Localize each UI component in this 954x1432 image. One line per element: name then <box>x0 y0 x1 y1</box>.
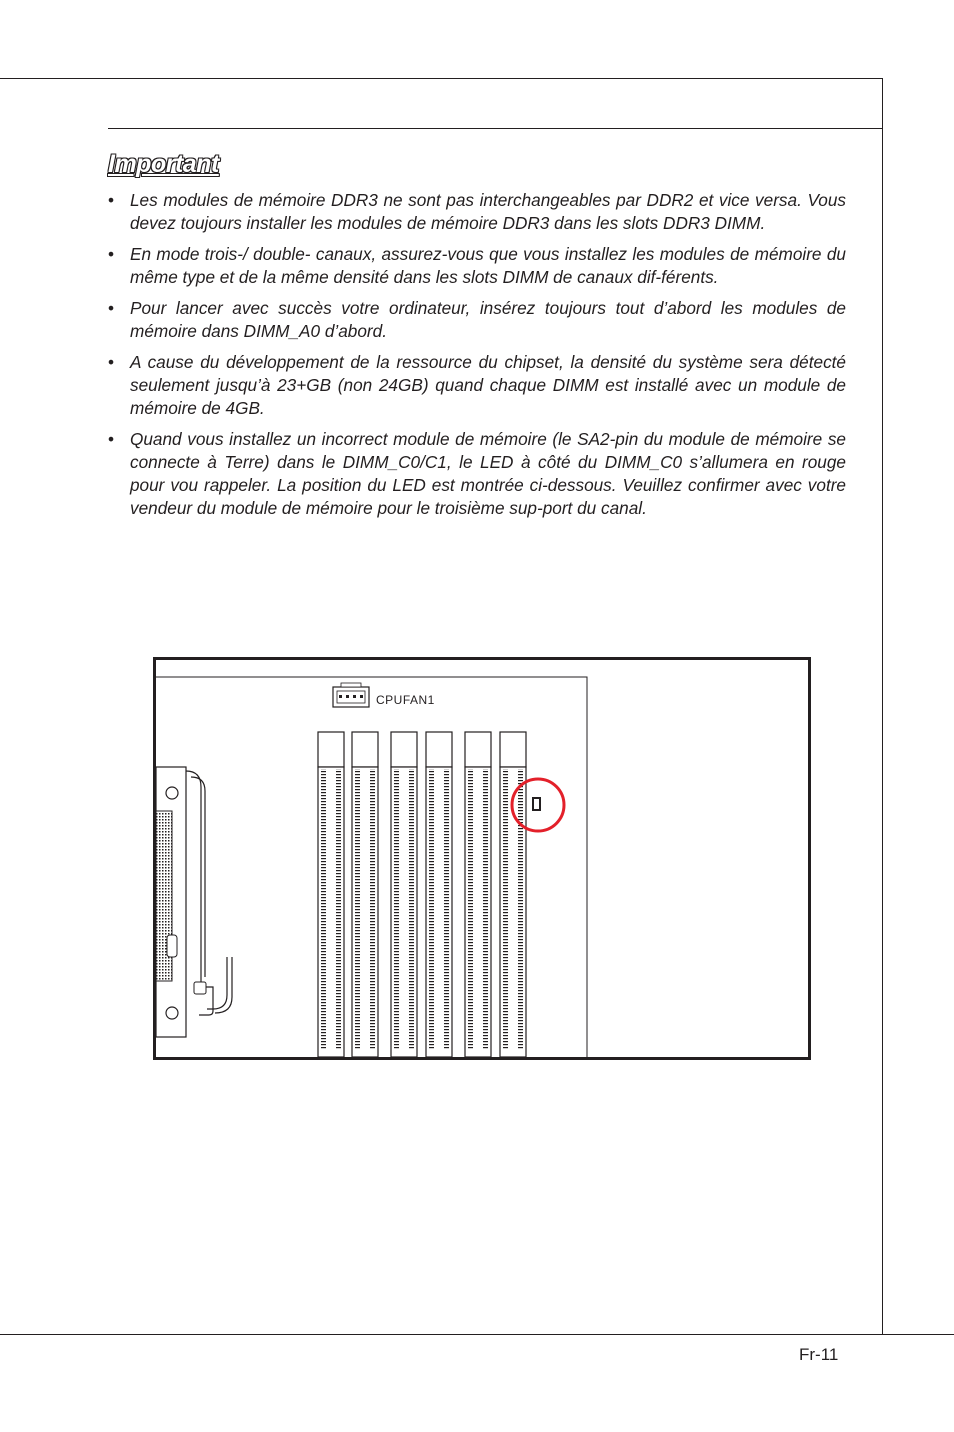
bullet-icon: • <box>108 190 115 210</box>
cpufan-label: CPUFAN1 <box>376 693 435 707</box>
note-item <box>108 189 846 235</box>
header-rule <box>108 128 883 129</box>
note-item <box>108 243 846 289</box>
notes-list <box>108 189 846 528</box>
dimm-slot <box>318 732 344 1057</box>
led-icon <box>533 798 540 810</box>
note-text: Les modules de mémoire DDR3 ne sont pas interchangeables par DDR2 et vice versa. Vous devez toujours installer les modules de mémoire DDR3 dans les slots DDR3 DIMM. <box>130 190 846 233</box>
dimm-slot <box>426 732 452 1057</box>
bullet-icon: • <box>108 429 115 449</box>
bottom-rule <box>0 1334 954 1335</box>
note-item <box>108 351 846 420</box>
motherboard-diagram <box>153 657 811 1060</box>
page-number: Fr-11 <box>799 1345 839 1364</box>
dimm-slot <box>352 732 378 1057</box>
note-text: Pour lancer avec succès votre ordinateur, insérez toujours tout d’abord les modules de mémoire dans DIMM_A0 d’abord. <box>130 298 846 341</box>
note-item <box>108 297 846 343</box>
bullet-icon: • <box>108 352 115 372</box>
note-text: Quand vous installez un incorrect module de mémoire (le SA2-pin du module de mémoire se connecte à Terre) dans le DIMM_C0/C1, le LED à côté du DIMM_C0 s’allumera en rouge pour vou rappeler. La position du LED est montrée ci-dessous. Veuillez confirmer avec votre vendeur du module de mémoire pour le troisième sup-port du canal. <box>130 429 846 518</box>
note-text: En mode trois-/ double- canaux, assurez-vous que vous installez les modules de mémoire du même type et de la même densité dans les slots DIMM de canaux dif-férents. <box>130 244 846 287</box>
top-rule <box>0 78 883 79</box>
dimm-slot <box>500 732 526 1057</box>
note-text: A cause du développement de la ressource du chipset, la densité du système sera détecté seulement jusqu’à 23+GB (non 24GB) quand chaque DIMM est installé avec un module de mémoire de 4GB. <box>130 352 846 418</box>
note-item <box>108 428 846 520</box>
right-rule <box>882 78 883 1335</box>
bullet-icon: • <box>108 298 115 318</box>
dimm-slot <box>391 732 417 1057</box>
important-heading: Important <box>108 150 219 178</box>
cpufan-connector <box>333 683 369 707</box>
bullet-icon: • <box>108 244 115 264</box>
dimm-slot <box>465 732 491 1057</box>
